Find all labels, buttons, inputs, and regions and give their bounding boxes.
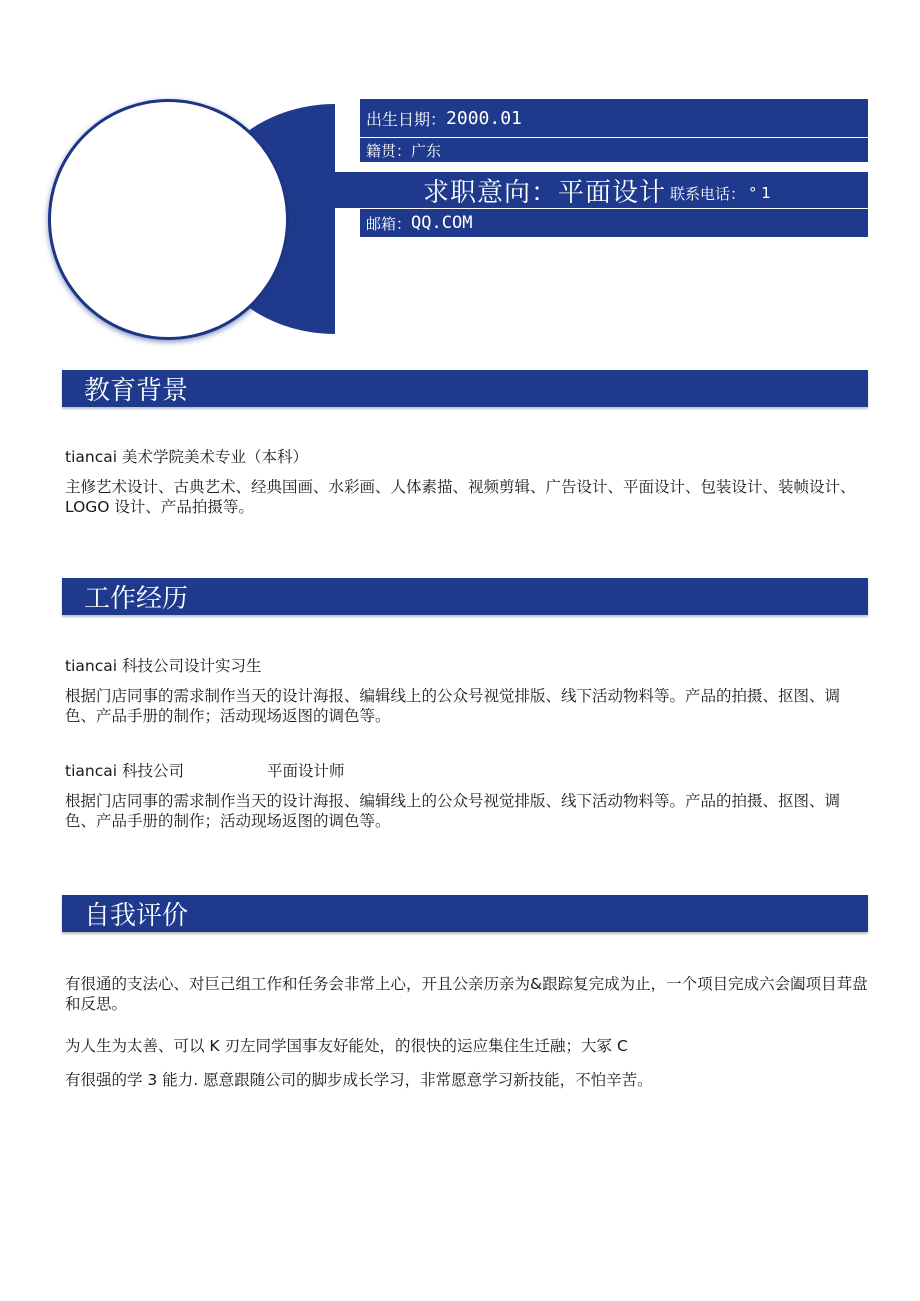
self-paragraph-3: 有很强的学 3 能力. 愿意跟随公司的脚步成长学习，非常愿意学习新技能，不怕辛苦。 <box>65 1071 653 1089</box>
origin-value: 广东 <box>411 141 442 160</box>
origin-bar <box>360 138 868 162</box>
email-bar <box>360 209 868 237</box>
avatar <box>57 108 280 331</box>
education-title: 教育背景 <box>84 376 189 406</box>
job-1-header <box>65 656 870 676</box>
phone-value: ° 1 <box>749 184 771 202</box>
job-1-company: tiancai 科技公司设计实习生 <box>65 657 262 675</box>
job-1-desc: 根据门店同事的需求制作当天的设计海报、编辑线上的公众号视觉排版、线下活动物料等。产品的拍摄、抠图、调色、产品手册的制作；活动现场返图的调色等。 <box>65 687 841 725</box>
self-title: 自我评价 <box>84 901 189 931</box>
job-2-desc: 根据门店同事的需求制作当天的设计海报、编辑线上的公众号视觉排版、线下活动物料等。产品的拍摄、抠图、调色、产品手册的制作；活动现场返图的调色等。 <box>65 792 841 830</box>
section-education-title <box>62 370 868 407</box>
avatar-photo-frame <box>51 102 286 337</box>
origin-label: 籍贯： <box>366 141 412 160</box>
work-title: 工作经历 <box>84 584 189 614</box>
email-value: QQ.COM <box>411 213 473 233</box>
self-paragraph-2: 为人生为太善、可以 K 刃左同学国事友好能处，的很快的运应集住生迁融；大冢 C <box>65 1037 628 1055</box>
self-paragraph-1: 有很通的支法心、对巨己组工作和任务会非常上心，开且公亲历亲为&跟踪复完成为止，一个项目完成六会阖项目茸盘和反思。 <box>65 975 868 1013</box>
job-2-header <box>65 761 870 781</box>
email-label: 邮箱： <box>366 214 412 233</box>
birth-value: 2000.01 <box>446 107 522 129</box>
job-2-company: tiancai 科技公司 <box>65 762 184 780</box>
section-self-title <box>62 895 868 932</box>
job-intent-bar <box>335 172 868 208</box>
education-school: tiancai 美术学院美术专业（本科） <box>65 448 308 466</box>
job-intent: 求职意向：平面设计 <box>423 177 667 208</box>
birth-date-bar <box>360 99 868 137</box>
section-work-title <box>62 578 868 615</box>
phone-label: 联系电话： <box>670 184 746 203</box>
birth-label: 出生日期： <box>366 109 447 129</box>
education-courses: 主修艺术设计、古典艺术、经典国画、水彩画、人体素描、视频剪辑、广告设计、平面设计、包装设计、装帧设计、LOGO 设计、产品拍摄等。 <box>65 478 856 516</box>
job-2-role: 平面设计师 <box>267 762 345 780</box>
